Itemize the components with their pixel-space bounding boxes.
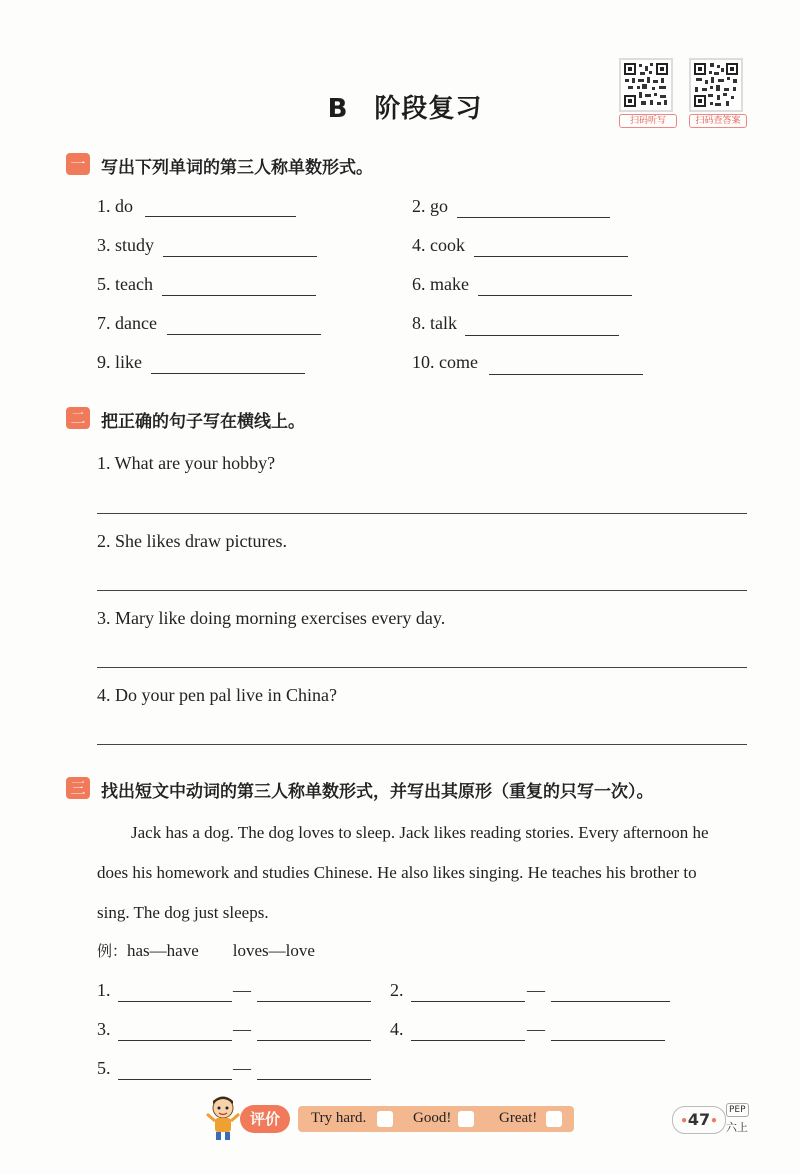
dash: — (233, 1058, 251, 1078)
answer-line[interactable] (97, 512, 747, 514)
answer-blank[interactable] (151, 372, 305, 374)
answer-blank[interactable] (478, 294, 632, 296)
answer-blank[interactable] (162, 294, 316, 296)
eval-label: 评价 (249, 1110, 280, 1128)
answer-blank[interactable] (411, 1039, 525, 1041)
sentence-item: 4. Do your pen pal live in China? (97, 685, 337, 705)
answer-line[interactable] (97, 743, 747, 745)
dash: — (527, 1019, 545, 1039)
answer-line[interactable] (97, 589, 747, 591)
eval-label-badge (240, 1105, 290, 1133)
dash: — (527, 980, 545, 1000)
qr-code-icon (619, 58, 673, 112)
word-item: 8. talk (412, 313, 457, 333)
rating-label: Great! (499, 1110, 538, 1126)
example-pair: loves—love (232, 941, 315, 960)
answer-blank[interactable] (118, 1039, 232, 1041)
word-item: 5. teach (97, 274, 153, 294)
answer-blank[interactable] (257, 1000, 371, 1002)
answer-blank[interactable] (118, 1078, 232, 1080)
rating-label: Try hard. (311, 1110, 367, 1126)
reading-passage (97, 813, 717, 933)
qr-caption: 扫码查答案 (689, 114, 747, 128)
answer-blank[interactable] (145, 215, 296, 217)
example-line (97, 940, 315, 961)
sentence-item: 2. She likes draw pictures. (97, 531, 287, 551)
word-item: 7. dance (97, 313, 157, 333)
answer-number: 5. (97, 1058, 111, 1078)
dash: — (233, 980, 251, 1000)
cartoon-kid-icon (203, 1094, 243, 1142)
page-number: •47• (672, 1106, 726, 1134)
example-pair: has—have (127, 941, 199, 960)
answer-blank[interactable] (257, 1039, 371, 1041)
title-letter: B (327, 94, 349, 124)
qr-caption: 扫码听写 (619, 114, 677, 128)
answer-number: 3. (97, 1019, 111, 1039)
qr-dictation[interactable] (619, 58, 677, 128)
rating-checkbox[interactable] (546, 1111, 562, 1127)
word-item: 1. do (97, 196, 133, 216)
word-item: 4. cook (412, 235, 465, 255)
section-title: 把正确的句子写在横线上。 (101, 412, 305, 432)
rating-checkbox[interactable] (377, 1111, 393, 1127)
answer-number: 1. (97, 980, 111, 1000)
answer-number: 2. (390, 980, 404, 1000)
section-title: 找出短文中动词的第三人称单数形式，并写出其原形（重复的只写一次）。 (101, 782, 654, 802)
word-item: 3. study (97, 235, 155, 255)
sentence-item: 1. What are your hobby? (97, 453, 276, 473)
answer-blank[interactable] (118, 1000, 232, 1002)
answer-blank[interactable] (551, 1039, 665, 1041)
edition-tag: PEP (726, 1103, 749, 1117)
answer-blank[interactable] (457, 216, 610, 218)
title-text: 阶段复习 (374, 94, 483, 124)
section-badge: 三 (66, 777, 90, 799)
word-item: 2. go (412, 196, 448, 216)
answer-blank[interactable] (474, 255, 628, 257)
rating-label: Good! (413, 1110, 452, 1126)
answer-blank[interactable] (257, 1078, 371, 1080)
dash: — (233, 1019, 251, 1039)
sentence-item: 3. Mary like doing morning exercises every day. (97, 608, 446, 628)
example-label: 例： (97, 942, 128, 960)
word-item: 6. make (412, 274, 469, 294)
page-title (0, 88, 800, 125)
answer-blank[interactable] (551, 1000, 670, 1002)
qr-answers[interactable] (689, 58, 747, 128)
answer-blank[interactable] (163, 255, 317, 257)
qr-code-icon (689, 58, 743, 112)
answer-blank[interactable] (167, 333, 321, 335)
answer-blank[interactable] (465, 334, 619, 336)
answer-line[interactable] (97, 666, 747, 668)
word-item: 10. come (412, 352, 478, 372)
page-number-text: 47 (687, 1110, 711, 1129)
answer-blank[interactable] (489, 373, 643, 375)
word-item: 9. like (97, 352, 142, 372)
passage-text: Jack has a dog. The dog loves to sleep. Jack likes reading stories. Every afternoon he does his homework and studies Chinese. He also likes singing. He teaches his brother to sing. The dog just sleeps. (97, 823, 709, 922)
grade-tag: 六上 (726, 1121, 748, 1134)
rating-checkbox[interactable] (458, 1111, 474, 1127)
section-title: 写出下列单词的第三人称单数形式。 (101, 158, 373, 178)
section-badge: 二 (66, 407, 90, 429)
section-badge: 一 (66, 153, 90, 175)
answer-blank[interactable] (411, 1000, 525, 1002)
answer-number: 4. (390, 1019, 404, 1039)
